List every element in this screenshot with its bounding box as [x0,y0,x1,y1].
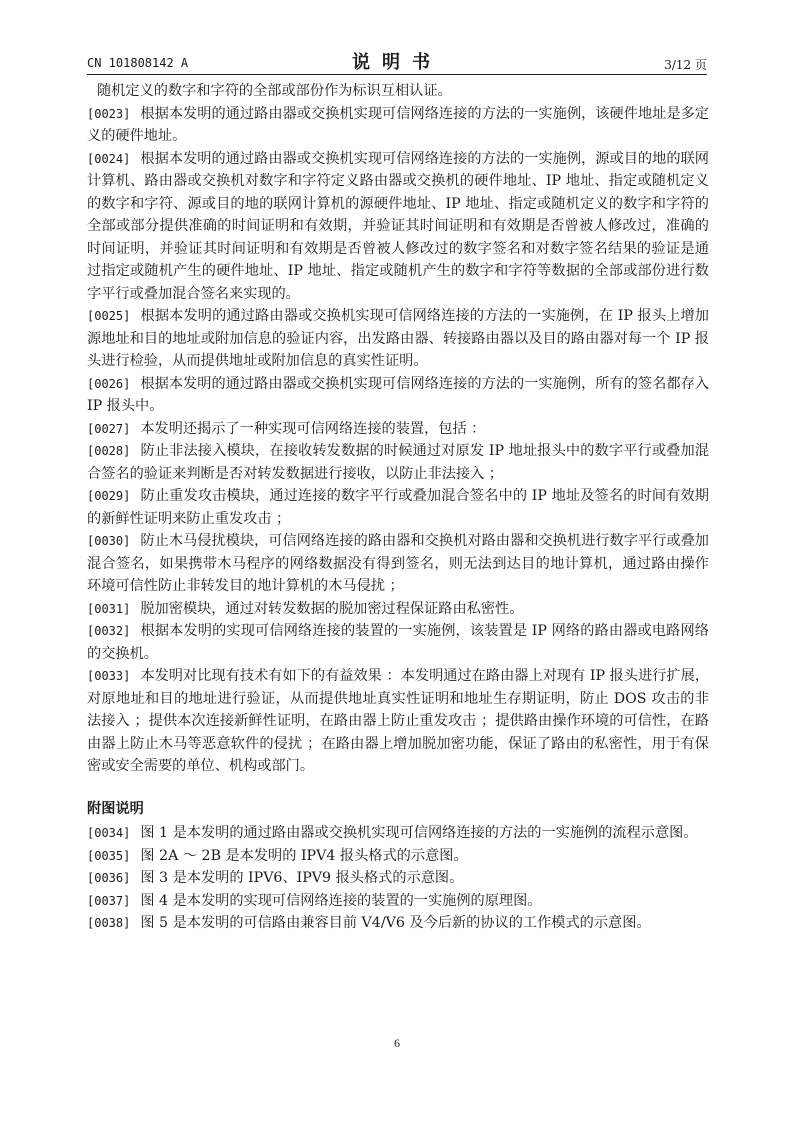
paragraph-0036 [87,867,709,890]
paragraph: 随机定义的数字和字符的全部或部份作为标识互相认证。 [97,83,452,99]
paragraph-text: 根据本发明的通过路由器或交换机实现可信网络连接的方法的一实施例，源或目的地的联网计算机、路由器或交换机对数字和字符定义路由器或交换机的硬件地址、IP 地址、指定或随机定义的数字和字符、源或目的地的联网计算机的源硬件地址、IP 地址、指定或随机定义的数字和字符的全部或部分提供准确的时间证明和有效期，并验证其时间证明和有效期是否曾被人修改过，准确的时间证明，并验证其时间证明和有效期是否曾被人修改过的数字签名和对数字签名结果的验证是通过指定或随机产生的硬件地址、IP 地址、指定或随机产生的数字和字符等数据的全部或部份进行数字平行或叠加混合签名来实现的。 [87,150,709,302]
paragraph-text: 图 2A ～ 2B 是本发明的 IPV4 报头格式的示意图。 [140,847,468,864]
paragraph-0032 [87,620,709,665]
paragraph-0037 [87,890,709,913]
paragraph-text: 根据本发明的通过路由器或交换机实现可信网络连接的方法的一实施例，所有的签名都存入 IP 报头中。 [87,375,709,414]
paragraph-number: [0034] [87,826,131,840]
paragraph-number: [0031] [87,601,131,616]
paragraph-number: [0026] [87,376,131,391]
paragraph-number: [0036] [87,871,131,885]
paragraph-number: [0037] [87,893,131,908]
patent-number: CN 101808142 A [87,56,189,70]
paragraph-number: [0029] [87,489,131,503]
document-type-title: 说明书 [352,52,442,73]
paragraph-text: 根据本发明的实现可信网络连接的装置的一实施例，该装置是 IP 网络的路由器或电路网络的交换机。 [87,623,709,662]
paragraph-number: [0038] [87,916,131,930]
paragraph-0030 [87,530,709,598]
paragraph-0028 [87,440,709,485]
paragraph-0024 [87,148,709,306]
paragraph-number: [0028] [87,444,131,458]
paragraph-text: 防止重发攻击模块，通过连接的数字平行或叠加混合签名中的 IP 地址及签名的时间有效期的新鲜性证明来防止重发攻击 ； [87,488,709,527]
paragraph-0038 [87,912,709,935]
paragraph-text: 图 5 是本发明的可信路由兼容目前 V4/V6 及今后新的协议的工作模式的示意图。 [140,915,651,931]
paragraph-text: 本发明对比现有技术有如下的有益效果 ：本发明通过在路由器上对现有 IP 报头进行扩展，对原地址和目的地址进行验证，从而提供地址真实性证明和地址生存期证明，防止 DOS 攻击的非法接入 ；提供本次连接新鲜性证明，在路由器上防止重发攻击 ；提供路由操作环境的可信性，在路由器上防止木马等恶意软件的侵扰 ；在路由器上增加脱加密功能，保证了路由的私密性，用于有保密或安全需要的单位、机构或部门。 [87,668,709,774]
paragraph-0023 [87,103,709,148]
paragraph-number: [0023] [87,106,131,121]
paragraph-number: [0030] [87,534,131,548]
paragraph-0029 [87,485,709,530]
paragraph-text: 脱加密模块，通过对转发数据的脱加密过程保证路由私密性。 [140,600,524,617]
paragraph-text: 防止非法接入模块，在接收转发数据的时候通过对原发 IP 地址报头中的数字平行或叠加混合签名的验证来判断是否对转发数据进行接收，以防止非法接入 ； [87,443,709,482]
paragraph-number: [0025] [87,309,131,323]
paragraph-number: [0033] [87,669,131,683]
paragraph-0035 [87,845,709,868]
paragraph-0034 [87,822,709,845]
paragraph-number: [0035] [87,848,131,863]
paragraph-text: 图 1 是本发明的通过路由器或交换机实现可信网络连接的方法的一实施例的流程示意图。 [140,825,698,841]
paragraph-0031 [87,598,709,621]
paragraph-text: 根据本发明的通过路由器或交换机实现可信网络连接的方法的一实施例，该硬件地址是多定义的硬件地址。 [87,105,709,144]
paragraph-text: 图 3 是本发明的 IPV6、IPV9 报头格式的示意图。 [140,870,464,886]
paragraph-number: [0027] [87,421,131,436]
document-body [87,80,709,935]
section-heading-figures: 附图说明 [87,800,144,817]
paragraph-0033 [87,665,709,778]
page-indicator: 3/12 页 [664,58,707,72]
page-header [87,44,707,75]
paragraph-text: 图 4 是本发明的实现可信网络连接的装置的一实施例的原理图。 [140,892,542,909]
paragraph-0026 [87,373,709,418]
paragraph-0027 [87,418,709,441]
page-number: 6 [394,1036,400,1050]
paragraph-text: 本发明还揭示了一种实现可信网络连接的装置，包括 ： [140,420,486,437]
paragraph-number: [0024] [87,151,131,166]
paragraph-text: 根据本发明的通过路由器或交换机实现可信网络连接的方法的一实施例，在 IP 报头上增加源地址和目的地址或附加信息的验证内容，出发路由器、转接路由器以及目的路由器对每一个 IP 报头进行检验，从而提供地址或附加信息的真实性证明。 [87,308,709,369]
paragraph-0025 [87,305,709,373]
paragraph-text: 防止木马侵扰模块，可信网络连接的路由器和交换机对路由器和交换机进行数字平行或叠加混合签名，如果携带木马程序的网络数据没有得到签名，则无法到达目的地计算机，通过路由操作环境可信性防止非转发目的地计算机的木马侵扰 ； [87,533,709,594]
paragraph-number: [0032] [87,624,131,638]
